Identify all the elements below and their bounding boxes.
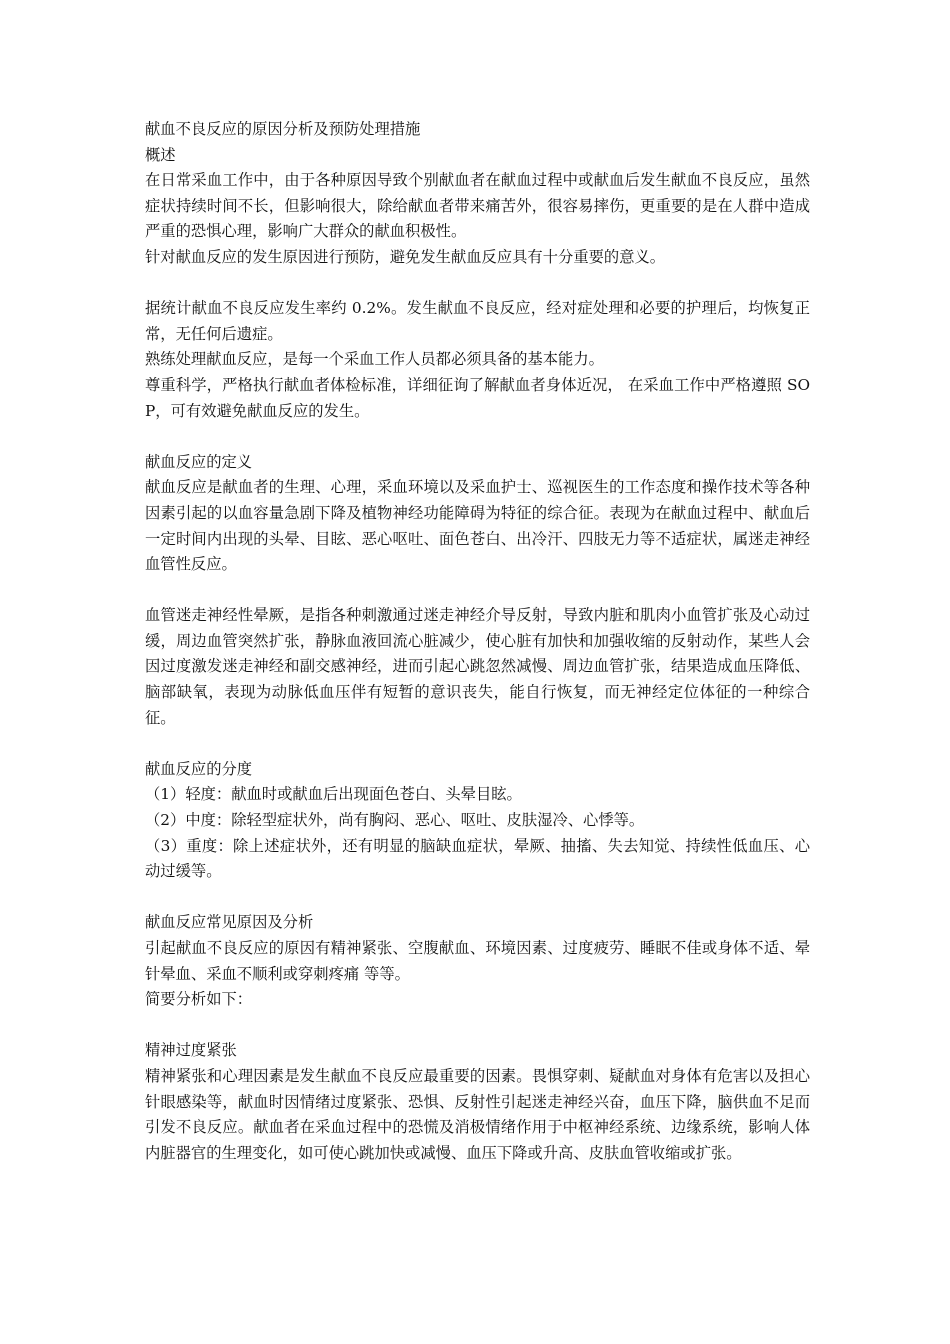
causes-paragraph-2: 简要分析如下： [145, 990, 253, 1009]
document-title: 献血不良反应的原因分析及预防处理措施 [145, 120, 421, 138]
blank-line [145, 885, 810, 911]
blank-line [145, 1013, 810, 1039]
grading-item-severe: （3）重度：除上述症状外，还有明显的脑缺血症状，晕厥、抽搐、失去知觉、持续性低血压、心动过缓等。 [145, 836, 810, 881]
blank-line [145, 424, 810, 450]
definition-paragraph: 献血反应是献血者的生理、心理，采血环境以及采血护士、巡视医生的工作态度和操作技术等各种因素引起的以血容量急剧下降及植物神经功能障碍为特征的综合征。表现为在献血过程中、献血后一定时间内出现的头晕、目眩、恶心呕吐、面色苍白、出冷汗、四肢无力等不适症状，属迷走神经血管性反应。 [145, 478, 810, 574]
causes-heading: 献血反应常见原因及分析 [145, 913, 314, 932]
overview-heading: 概述 [145, 145, 176, 164]
overview-paragraph-1: 在日常采血工作中，由于各种原因导致个别献血者在献血过程中或献血后发生献血不良反应，虽然症状持续时间不长，但影响很大，除给献血者带来痛苦外，很容易摔伤，更重要的是在人群中造成严重的恐惧心理，影响广大群众的献血积极性。 [145, 171, 810, 241]
grading-heading: 献血反应的分度 [145, 759, 253, 778]
tension-paragraph: 精神紧张和心理因素是发生献血不良反应最重要的因素。畏惧穿刺、疑献血对身体有危害以及担心针眼感染等，献血时因情绪过度紧张、恐惧、反射性引起迷走神经兴奋，血压下降，脑供血不足而引发不良反应。献血者在采血过程中的恐慌及消极情绪作用于中枢神经系统、边缘系统，影响人体内脏器官的生理变化，如可使心跳加快或减慢、血压下降或升高、皮肤血管收缩或扩张。 [145, 1066, 810, 1162]
blank-line [145, 271, 810, 297]
overview-paragraph-2: 针对献血反应的发生原因进行预防，避免发生献血反应具有十分重要的意义。 [145, 247, 666, 266]
stats-paragraph-1: 据统计献血不良反应发生率约 0.2%。发生献血不良反应，经对症处理和必要的护理后，均恢复正常，无任何后遗症。 [145, 299, 810, 343]
causes-paragraph-1: 引起献血不良反应的原因有精神紧张、空腹献血、环境因素、过度疲劳、睡眠不佳或身体不适、晕针晕血、采血不顺利或穿刺疼痛 等等。 [145, 939, 810, 983]
grading-item-mild: （1）轻度：献血时或献血后出现面色苍白、头晕目眩。 [145, 785, 522, 804]
stats-paragraph-2: 熟练处理献血反应，是每一个采血工作人员都必须具备的基本能力。 [145, 350, 604, 369]
stats-paragraph-3: 尊重科学，严格执行献血者体检标准，详细征询了解献血者身体近况， 在采血工作中严格遵照 SOP，可有效避免献血反应的发生。 [145, 375, 810, 420]
blank-line [145, 578, 810, 604]
vasovagal-paragraph: 血管迷走神经性晕厥，是指各种刺激通过迷走神经介导反射，导致内脏和肌肉小血管扩张及心动过缓，周边血管突然扩张，静脉血液回流心脏减少，使心脏有加快和加强收缩的反射动作，某些人会因过度激发迷走神经和副交感神经，进而引起心跳忽然减慢、周边血管扩张，结果造成血压降低、脑部缺氧，表现为动脉低血压伴有短暂的意识丧失，能自行恢复，而无神经定位体征的一种综合征。 [145, 606, 810, 727]
blank-line [145, 731, 810, 757]
document-page [145, 117, 810, 1166]
tension-heading: 精神过度紧张 [145, 1041, 237, 1060]
grading-item-moderate: （2）中度：除轻型症状外，尚有胸闷、恶心、呕吐、皮肤湿冷、心悸等。 [145, 811, 645, 830]
definition-heading: 献血反应的定义 [145, 452, 253, 471]
